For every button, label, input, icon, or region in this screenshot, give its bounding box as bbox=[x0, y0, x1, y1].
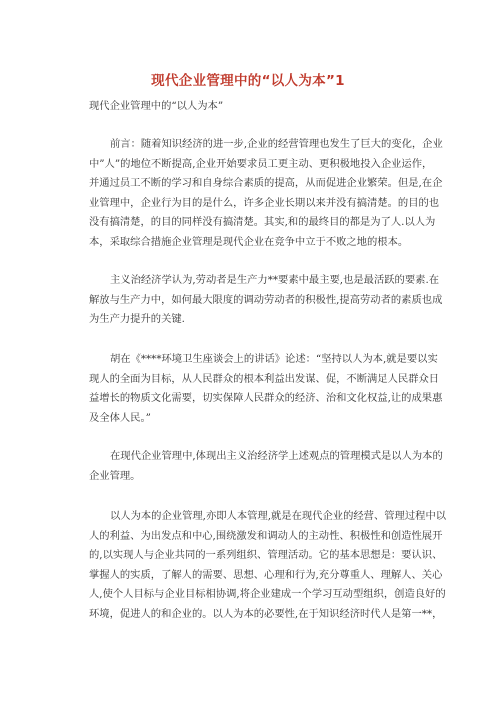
text-line: 业管理中，企业行为目的是什么，许多企业长期以来并没有搞清楚。的目的也 bbox=[89, 196, 440, 209]
paragraph-economics bbox=[89, 271, 443, 330]
text-line: 解放与生产力中，如何最大限度的调动劳动者的积极性,提高劳动者的素质也成 bbox=[89, 293, 443, 306]
paragraph-people-oriented bbox=[89, 507, 447, 625]
paragraph-management-model bbox=[89, 447, 443, 486]
text-line: 主义治经济学认为,劳动者是生产力**要素中最主要,也是最活跃的要素.在 bbox=[110, 274, 440, 286]
text-line: 现人的全面为目标，从人民群众的根本利益出发谋、促，不断满足人民群众日 bbox=[89, 372, 440, 385]
text-line: 在现代企业管理中,体现出主义治经济学上述观点的管理模式是以人为本的 bbox=[110, 450, 443, 462]
text-line: 胡在《****环境卫生座谈会上的讲话》论述：“坚持以人为本,就是要以实 bbox=[110, 353, 438, 365]
text-line: 现代企业管理中的“以人为本” bbox=[89, 100, 224, 112]
document-title: 现代企业管理中的“以人为本”1 bbox=[151, 73, 345, 89]
text-line: 益增长的物质文化需要，切实保障人民群众的经济、治和文化权益,让的成果惠 bbox=[89, 392, 443, 405]
text-line: 人的利益、为出发点和中心,围绕激发和调动人的主动性、积极性和创造性展开 bbox=[89, 529, 443, 542]
text-line: 及全体人民。” bbox=[89, 411, 151, 424]
text-line: 环境，促进人的和企业的。以人为本的必要性,在于知识经济时代人是第一**， bbox=[89, 607, 443, 620]
text-line: 本，采取综合措施企业管理是现代企业在竞争中立于不败之地的根本。 bbox=[89, 235, 409, 248]
text-line: 以人为本的企业管理,亦即人本管理,就是在现代企业的经营、管理过程中以 bbox=[110, 510, 447, 522]
text-line: 为生产力提升的关键. bbox=[89, 313, 185, 326]
text-line: 并通过员工不断的学习和自身综合素质的提高，从而促进企业繁荣。但是,在企 bbox=[89, 177, 443, 190]
paragraph-subtitle bbox=[89, 97, 419, 117]
paragraph-quote bbox=[89, 350, 443, 428]
text-line: 掌握人的实质，了解人的需要、思想、心理和行为,充分尊重人、理解人、关心 bbox=[89, 568, 443, 581]
text-line: 的,以实现人与企业共同的一系列组织、管理活动。它的基本思想是：要认识、 bbox=[89, 549, 443, 562]
text-line: 没有搞清楚，的目的同样没有搞清楚。其实,和的最终目的都是为了人.以人为 bbox=[89, 216, 436, 229]
paragraph-preface bbox=[89, 135, 443, 253]
text-line: 人,使个人目标与企业目标相协调,将企业建成一个学习互动型组织，创造良好的 bbox=[89, 588, 446, 601]
text-line: 企业管理。 bbox=[89, 469, 141, 482]
text-line: 中”人”的地位不断提高,企业开始要求员工更主动、更积极地投入企业运作， bbox=[89, 157, 433, 170]
text-line: 前言：随着知识经济的进一步,企业的经营管理也发生了巨大的变化，企业 bbox=[110, 138, 443, 150]
